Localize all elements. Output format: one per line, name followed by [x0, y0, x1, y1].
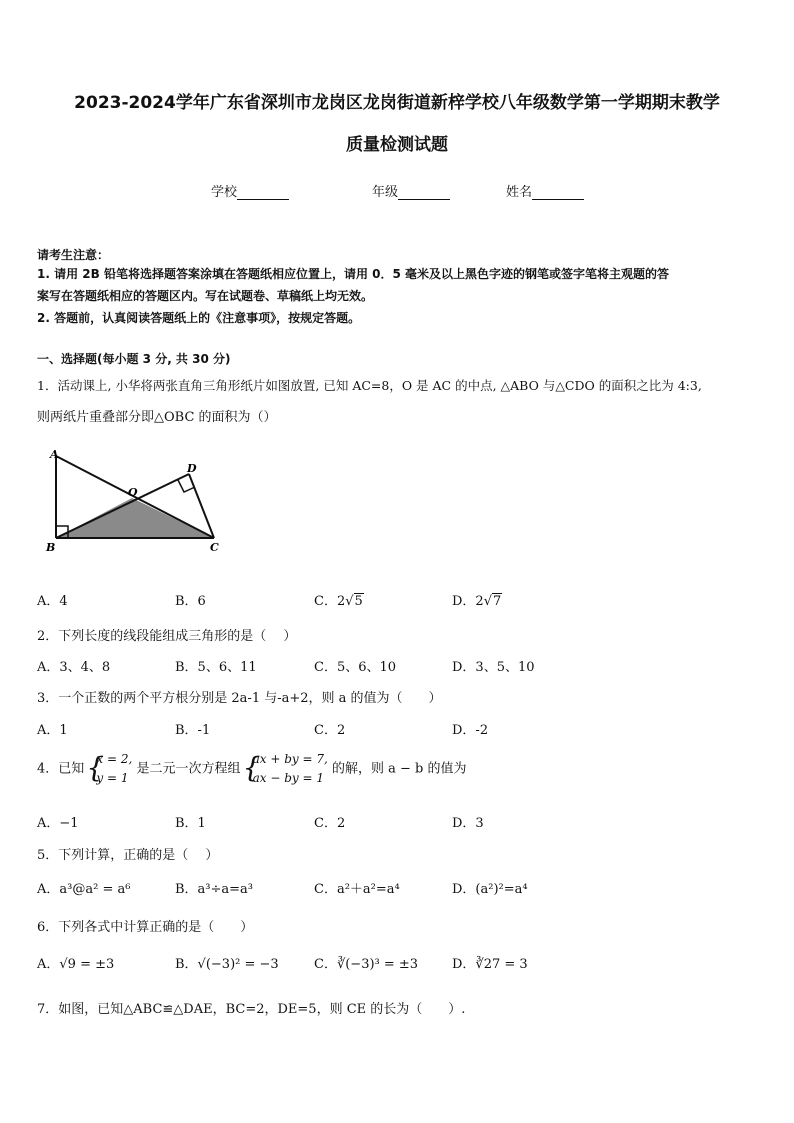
- q3-option-a[interactable]: A．1: [37, 723, 68, 738]
- overlap-triangle: [56, 498, 214, 538]
- q4-option-a[interactable]: A．−1: [37, 816, 79, 831]
- title-line-2: 质量检测试题: [346, 135, 448, 155]
- q1-stem-1: 1．活动课上, 小华将两张直角三角形纸片如图放置, 已知 AC=8，O 是 AC 的中点, △ABO 与△CDO 的面积之比为 4:3,: [37, 378, 702, 393]
- q5-option-c[interactable]: C．a²＋a²=a⁴: [314, 882, 400, 897]
- label-D: D: [187, 462, 197, 475]
- q2-option-b[interactable]: B．5、6、11: [175, 660, 257, 675]
- q3-option-d[interactable]: D．-2: [452, 723, 489, 738]
- q5-option-d[interactable]: D．(a²)²=a⁴: [452, 882, 528, 897]
- q6-option-a[interactable]: A．√9 = ±3: [37, 957, 115, 972]
- notice-heading: 请考生注意：: [37, 248, 110, 262]
- q1-option-d[interactable]: D．2√7: [452, 594, 502, 609]
- q1-stem-2: 则两纸片重叠部分即△OBC 的面积为（）: [37, 410, 277, 425]
- section-heading: 一、选择题(每小题 3 分, 共 30 分): [37, 352, 231, 366]
- q2-stem: 2．下列长度的线段能组成三角形的是（ ）: [37, 629, 297, 644]
- q4-stem: 4．已知 { x = 2, y = 1 是二元一次方程组 { ax + by = 7, ax − by = 1 的解，则 a − b 的值为: [37, 750, 466, 788]
- q5-option-a[interactable]: A．a³@a² = a⁶: [37, 882, 131, 897]
- q6-option-b[interactable]: B．√(−3)² = −3: [175, 957, 279, 972]
- label-O: O: [128, 486, 138, 499]
- q1-figure: [44, 446, 224, 558]
- q2-option-a[interactable]: A．3、4、8: [37, 660, 111, 675]
- name-field[interactable]: 姓名: [506, 181, 584, 200]
- q2-option-d[interactable]: D．3、5、10: [452, 660, 535, 675]
- label-C: C: [210, 541, 219, 554]
- label-A: A: [50, 448, 59, 461]
- q3-stem: 3．一个正数的两个平方根分别是 2a-1 与-a+2，则 a 的值为（ ）: [37, 691, 442, 706]
- q4-option-b[interactable]: B．1: [175, 816, 206, 831]
- q6-option-d[interactable]: D．∛27 = 3: [452, 957, 528, 972]
- notice-item1-b: 案写在答题纸相应的答题区内。写在试题卷、草稿纸上均无效。: [37, 289, 374, 303]
- q6-stem: 6．下列各式中计算正确的是（ ）: [37, 920, 254, 935]
- grade-field[interactable]: 年级: [372, 181, 450, 200]
- school-field[interactable]: 学校: [211, 181, 289, 200]
- q4-system-1: { x = 2, y = 1: [88, 750, 132, 788]
- q3-option-b[interactable]: B．-1: [175, 723, 211, 738]
- q2-option-c[interactable]: C．5、6、10: [314, 660, 397, 675]
- q1-option-b[interactable]: B．6: [175, 594, 206, 609]
- q5-stem: 5．下列计算，正确的是（ ）: [37, 848, 219, 863]
- title-line-1: 2023-2024学年广东省深圳市龙岗区龙岗街道新梓学校八年级数学第一学期期末教学: [74, 93, 720, 113]
- notice-item1-a: 1. 请用 2B 铅笔将选择题答案涂填在答题纸相应位置上，请用 0．5 毫米及以上黑色字迹的钢笔或签字笔将主观题的答: [37, 267, 669, 281]
- notice-item2: 2. 答题前，认真阅读答题纸上的《注意事项》，按规定答题。: [37, 311, 361, 325]
- q1-option-c[interactable]: C．2√5: [314, 594, 363, 609]
- q5-option-b[interactable]: B．a³÷a=a³: [175, 882, 254, 897]
- q4-option-c[interactable]: C．2: [314, 816, 346, 831]
- q6-option-c[interactable]: C．∛(−3)³ = ±3: [314, 957, 419, 972]
- q1-option-a[interactable]: A．4: [37, 594, 68, 609]
- q3-option-c[interactable]: C．2: [314, 723, 346, 738]
- label-B: B: [46, 541, 56, 554]
- q7-stem: 7．如图，已知△ABC≌△DAE，BC=2，DE=5，则 CE 的长为（ ）.: [37, 1002, 466, 1017]
- q4-system-2: { ax + by = 7, ax − by = 1: [245, 750, 328, 788]
- q4-option-d[interactable]: D．3: [452, 816, 484, 831]
